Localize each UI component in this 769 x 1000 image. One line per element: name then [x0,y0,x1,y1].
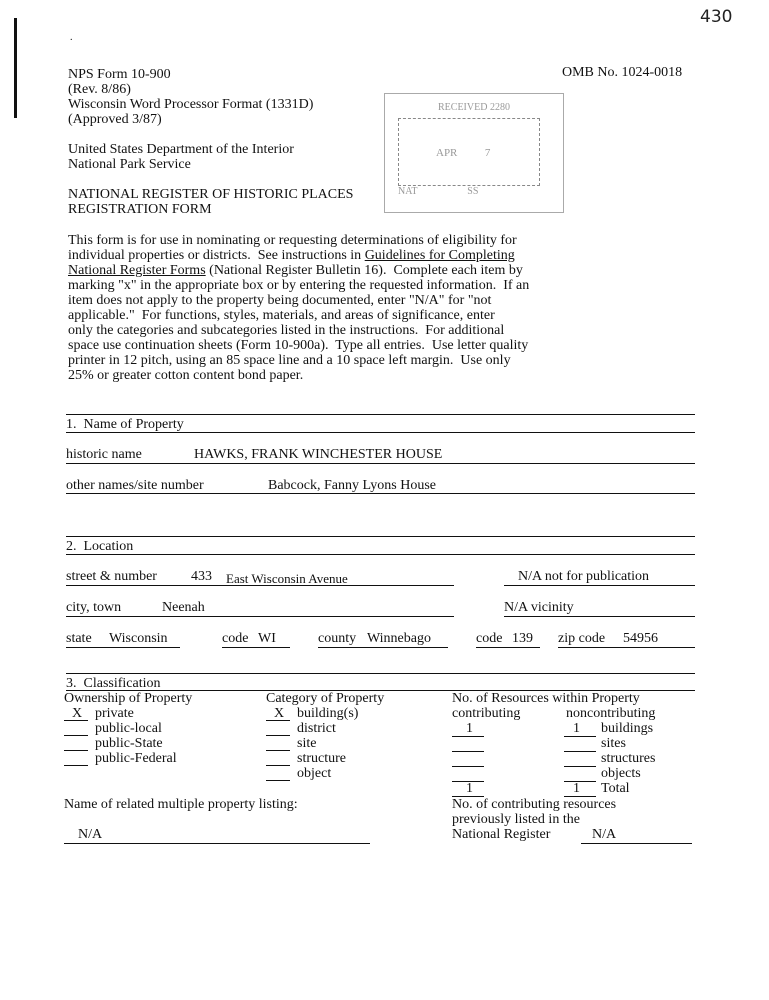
ownership-public-local: public-local [95,721,162,736]
ownership-header: Ownership of Property [64,691,193,706]
category-district: district [297,721,336,736]
zip-field[interactable]: 54956 [623,631,658,646]
ownership-private: private [95,706,134,721]
ownership-public-federal: public-Federal [95,751,177,766]
form-id: NPS Form 10-900 [68,67,171,82]
street-name-field[interactable]: East Wisconsin Avenue [226,571,348,586]
county-code-label: code [476,631,503,646]
dot-mark: . [70,32,73,43]
form-format: Wisconsin Word Processor Format (1331D) [68,97,314,112]
county-field[interactable]: Winnebago [367,631,431,646]
section3-top-rule [66,673,695,674]
resource-sites-label: sites [601,736,626,751]
section3-heading: 3. Classification [66,676,161,691]
service: National Park Service [68,157,191,172]
not-for-publication[interactable]: N/A not for publication [518,569,650,584]
county-code-field[interactable]: 139 [512,631,533,646]
resource-structures-label: structures [601,751,656,766]
category-building: building(s) [297,706,359,721]
resource-objects-label: objects [601,766,641,781]
other-names-field[interactable]: Babcock, Fanny Lyons House [268,478,436,493]
ownership-public-state: public-State [95,736,163,751]
state-label: state [66,631,92,646]
other-names-label: other names/site number [66,478,204,493]
department: United States Department of the Interior [68,142,294,157]
state-code-label: code [222,631,249,646]
previously-listed-line3: National Register [452,827,551,842]
category-site: site [297,736,317,751]
resource-buildings-noncontributing[interactable]: 1 [573,721,580,736]
resource-total-label: Total [601,781,630,796]
state-field[interactable]: Wisconsin [109,631,168,646]
zip-label: zip code [558,631,606,646]
stamp-line1: RECEIVED 2280 [438,102,510,113]
street-number-field[interactable]: 433 [191,569,212,584]
resource-buildings-label: buildings [601,721,654,736]
contributing-label: contributing [452,706,521,721]
resources-header: No. of Resources within Property [452,691,640,706]
form-rev: (Rev. 8/86) [68,82,131,97]
section1-heading: 1. Name of Property [66,417,184,432]
county-label: county [318,631,357,646]
omb-number: OMB No. 1024-0018 [562,65,683,80]
resource-total-noncontributing[interactable]: 1 [573,781,580,796]
category-structure: structure [297,751,346,766]
section2-heading: 2. Location [66,539,134,554]
section2-top-rule [66,536,695,537]
city-field[interactable]: Neenah [162,600,205,615]
state-code-field[interactable]: WI [258,631,276,646]
related-listing-label: Name of related multiple property listing: [64,797,298,812]
other-names-line [66,493,695,494]
guidelines-link-part2: National Register Forms [68,263,206,278]
category-building-mark[interactable]: X [274,706,285,721]
section1-heading-rule [66,432,695,433]
stamp-line2: APR 7 [436,147,491,159]
category-object: object [297,766,332,781]
form-title-line1: NATIONAL REGISTER OF HISTORIC PLACES [68,187,354,202]
previously-listed-line1: No. of contributing resources [452,797,617,812]
street-label: street & number [66,569,157,584]
form-title-line2: REGISTRATION FORM [68,202,212,217]
form-approved: (Approved 3/87) [68,112,162,127]
section1-top-rule [66,414,695,415]
previously-listed-field[interactable]: N/A [592,827,617,842]
category-header: Category of Property [266,691,385,706]
ownership-private-mark[interactable]: X [72,706,83,721]
resource-buildings-contributing[interactable]: 1 [466,721,473,736]
noncontributing-label: noncontributing [566,706,656,721]
previously-listed-line2: previously listed in the [452,812,580,827]
historic-name-label: historic name [66,447,142,462]
historic-name-field[interactable]: HAWKS, FRANK WINCHESTER HOUSE [194,447,443,462]
page-number: 430 [700,7,733,27]
margin-bar [14,18,17,118]
related-listing-field[interactable]: N/A [78,827,103,842]
historic-name-line [66,463,695,464]
stamp-line3: NAT SS [398,186,479,197]
section2-heading-rule [66,554,695,555]
guidelines-link-part1: Guidelines for Completing [364,248,515,263]
vicinity[interactable]: N/A vicinity [504,600,574,615]
resource-total-contributing[interactable]: 1 [466,781,473,796]
city-label: city, town [66,600,122,615]
